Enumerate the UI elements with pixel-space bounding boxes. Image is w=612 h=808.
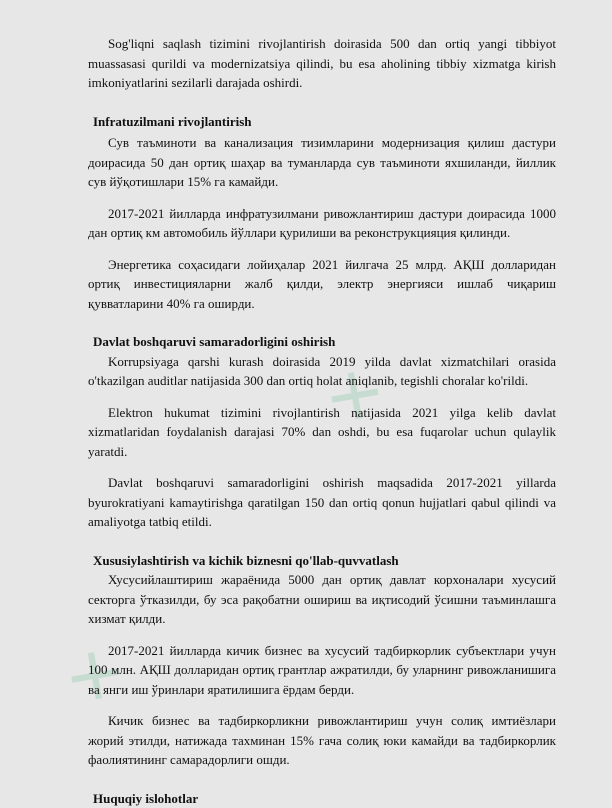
watermark-logo-2: ✕: [51, 634, 142, 720]
paragraph-grants: 2017-2021 йилларда кичик бизнес ва хусусий тадбиркорлик субъектлари учун 100 млн. АҚШ долларидан ортиқ грантлар ажратилди, бу уларнинг ривожланишига ва янги иш ўринлари яратилишига ёрдам берди.: [88, 641, 556, 700]
paragraph-e-government: Elektron hukumat tizimini rivojlantirish natijasida 2021 yilga kelib davlat xizmatlaridan foydalanish darajasi 70% dan oshdi, bu esa fuqarolar uchun qulaylik yaratdi.: [88, 403, 556, 462]
paragraph-healthcare: Sog'liqni saqlash tizimini rivojlantirish doirasida 500 dan ortiq yangi tibbiyot muassasasi qurildi va modernizatsiya qilindi, bu esa aholining tibbiy xizmatga kirish imkoniyatlarini sezilarli darajada oshirdi.: [88, 34, 556, 93]
paragraph-tax-benefits: Кичик бизнес ва тадбиркорликни ривожлантириш учун солиқ имтиёзлари жорий этилди, натижада тахминан 15% гача солиқ юки камайди ва тадбиркорлик фаолиятининг самарадорлиги ошди.: [88, 711, 556, 770]
heading-infrastructure: Infratuzilmani rivojlantirish: [88, 112, 556, 132]
paragraph-anticorruption: Korrupsiyaga qarshi kurash doirasida 2019 yilda davlat xizmatchilari orasida o'tkazilgan auditlar natijasida 300 dan ortiq holat aniqlanib, tegishli choralar ko'rildi.: [88, 352, 556, 391]
heading-privatization: Xususiylashtirish va kichik biznesni qo'llab-quvvatlash: [88, 551, 556, 571]
heading-legal-reforms: Huquqiy islohotlar: [88, 789, 556, 808]
paragraph-bureaucracy: Davlat boshqaruvi samaradorligini oshirish maqsadida 2017-2021 yillarda byurokratiyani kamaytirishga qaratilgan 150 dan ortiq qonun hujjatlari qabul qilindi va amaliyotga tatbiq etildi.: [88, 473, 556, 532]
watermark-logo-1: ✕: [311, 354, 402, 440]
heading-governance: Davlat boshqaruvi samaradorligini oshirish: [88, 332, 556, 352]
paragraph-privatization: Хусусийлаштириш жараёнида 5000 дан ортиқ давлат корхоналари хусусий секторга ўтказилди, бу эса рақобатни ошириш ва иқтисодий ўсишни таъминлашга хизмат қилди.: [88, 570, 556, 629]
paragraph-roads: 2017-2021 йилларда инфратузилмани ривожлантириш дастури доирасида 1000 дан ортиқ км автомобиль йўллари қурилиши ва реконструкцияция қилинди.: [88, 204, 556, 243]
paragraph-energy: Энергетика соҳасидаги лойиҳалар 2021 йилгача 25 млрд. АҚШ долларидан ортиқ инвестицияларни жалб қилди, электр энергияси ишлаб чиқариш қувватларини 40% га оширди.: [88, 255, 556, 314]
document-body: [88, 34, 556, 808]
paragraph-water-supply: Сув таъминоти ва канализация тизимларини модернизация қилиш дастури доирасида 50 дан ортиқ шаҳар ва туманларда сув таъминоти яхшиланди, йиллик сув йўқотишлари 15% га камайди.: [88, 133, 556, 192]
